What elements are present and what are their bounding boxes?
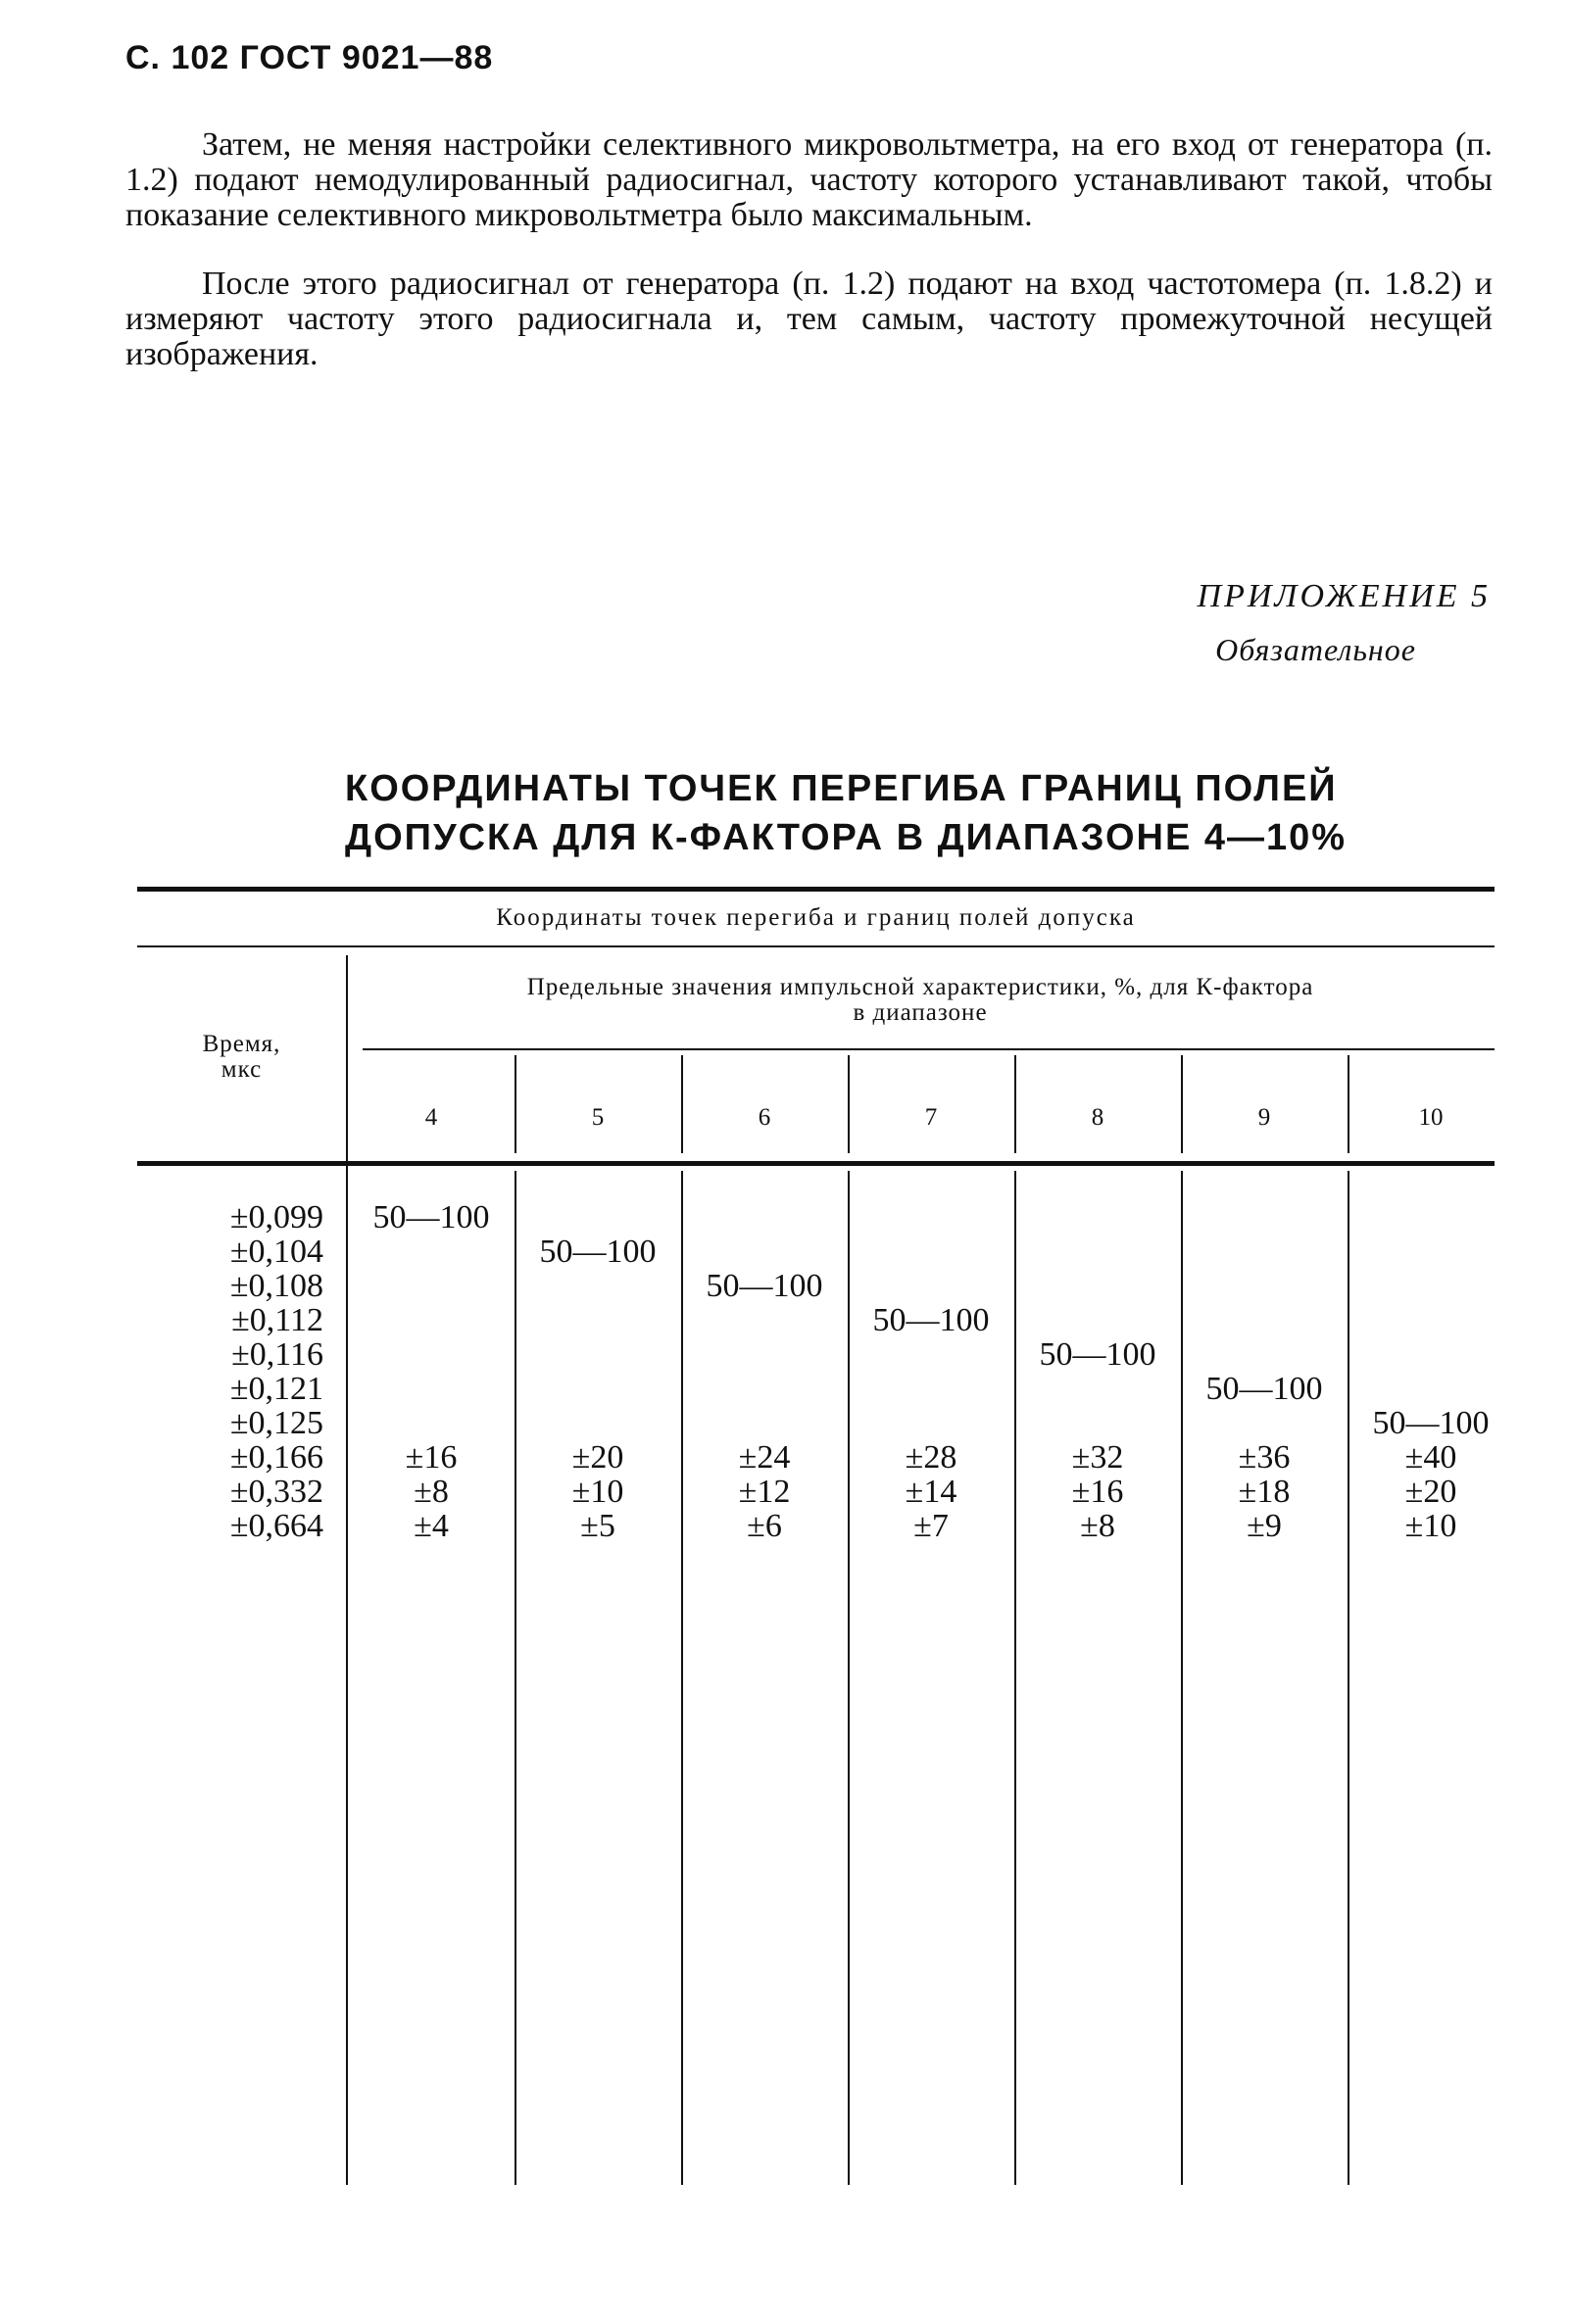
start-value-cell: 50—100	[539, 1234, 657, 1270]
appendix-status: Обязательное	[1215, 632, 1416, 667]
time-value: ±0,125	[229, 1405, 323, 1441]
table-cell: ±36	[1238, 1439, 1291, 1476]
time-value: ±0,108	[229, 1268, 323, 1304]
table-column-divider	[681, 1171, 683, 2185]
column-header-8: 8	[1091, 1104, 1104, 1131]
page-header: С. 102 ГОСТ 9021—88	[125, 39, 494, 76]
table-title	[345, 764, 1347, 862]
time-header	[137, 1032, 346, 1083]
appendix-label: ПРИЛОЖЕНИЕ 5	[1197, 578, 1491, 614]
time-value: ±0,166	[229, 1439, 323, 1476]
time-header-line-1: Время,	[202, 1031, 281, 1057]
table-header-rule	[137, 1161, 1495, 1166]
table-column-divider	[1014, 1171, 1016, 2185]
column-header-6: 6	[758, 1104, 771, 1131]
table-cell: ±10	[571, 1474, 624, 1510]
table-cell: ±18	[1238, 1474, 1291, 1510]
column-header-9: 9	[1257, 1104, 1271, 1131]
table-rule	[363, 1048, 1495, 1050]
table-cell: ±12	[738, 1474, 791, 1510]
paragraph-1: Затем, не меняя настройки селективного микровольтметра, на его вход от генератора (п. 1.2) подают немодулированный радиосигнал, частоту которого устанавливают такой, чтобы показание селективного микровольтметра было максимальным.	[125, 126, 1493, 233]
time-value: ±0,664	[229, 1508, 323, 1544]
column-header-4: 4	[424, 1104, 438, 1131]
column-header-7: 7	[924, 1104, 938, 1131]
table-cell: ±4	[414, 1508, 449, 1544]
limits-header	[346, 975, 1495, 1026]
time-value: ±0,332	[229, 1474, 323, 1510]
table-cell: ±10	[1404, 1508, 1457, 1544]
table-cell: ±8	[1080, 1508, 1115, 1544]
table-cell: ±14	[905, 1474, 957, 1510]
table-column-divider	[515, 1171, 516, 2185]
title-line-2: ДОПУСКА ДЛЯ К-ФАКТОРА В ДИАПАЗОНЕ 4—10%	[345, 817, 1348, 858]
table-column-divider	[1348, 1055, 1349, 1153]
table-cell: ±20	[1404, 1474, 1457, 1510]
start-value-cell: 50—100	[1039, 1336, 1156, 1373]
title-line-1: КООРДИНАТЫ ТОЧЕК ПЕРЕГИБА ГРАНИЦ ПОЛЕЙ	[345, 768, 1338, 809]
table-column-divider	[681, 1055, 683, 1153]
time-value: ±0,112	[231, 1302, 323, 1338]
time-header-line-2: мкс	[221, 1056, 263, 1083]
table-cell: ±16	[1071, 1474, 1124, 1510]
table-cell: ±5	[580, 1508, 615, 1544]
column-header-10: 10	[1418, 1104, 1444, 1131]
start-value-cell: 50—100	[706, 1268, 823, 1304]
column-header-5: 5	[591, 1104, 605, 1131]
start-value-cell: 50—100	[872, 1302, 990, 1338]
start-value-cell: 50—100	[1372, 1405, 1490, 1441]
table-rule	[137, 945, 1495, 947]
table-cell: ±24	[738, 1439, 791, 1476]
start-value-cell: 50—100	[372, 1199, 490, 1235]
paragraph-2: После этого радиосигнал от генератора (п. 1.2) подают на вход частотомера (п. 1.8.2) и измеряют частоту этого радиосигнала и, тем самым, частоту промежуточной несущей изображения.	[125, 266, 1493, 372]
time-value: ±0,099	[229, 1199, 323, 1235]
table-top-rule	[137, 887, 1495, 892]
table-super-header: Координаты точек перегиба и границ полей допуска	[496, 904, 1136, 931]
time-column	[157, 1200, 323, 1543]
table-cell: ±9	[1247, 1508, 1282, 1544]
table-cell: ±6	[747, 1508, 782, 1544]
table-cell: ±20	[571, 1439, 624, 1476]
table-column-divider	[848, 1055, 850, 1153]
limits-header-line-1: Предельные значения импульсной характеристики, %, для К-фактора	[526, 974, 1314, 1000]
limits-header-line-2: в диапазоне	[853, 999, 988, 1026]
time-value: ±0,121	[229, 1371, 323, 1407]
table-cell: ±32	[1071, 1439, 1124, 1476]
start-value-cell: 50—100	[1205, 1371, 1323, 1407]
table-cell: ±8	[414, 1474, 449, 1510]
table-column-divider	[1181, 1171, 1183, 2185]
table-cell: ±7	[913, 1508, 949, 1544]
table-cell: ±28	[905, 1439, 957, 1476]
table-column-divider	[515, 1055, 516, 1153]
table-column-divider	[346, 955, 348, 2185]
table-cell: ±40	[1404, 1439, 1457, 1476]
table-column-divider	[1014, 1055, 1016, 1153]
time-value: ±0,116	[231, 1336, 323, 1373]
table-column-divider	[1348, 1171, 1349, 2185]
table-column-divider	[1181, 1055, 1183, 1153]
table-cell: ±16	[405, 1439, 458, 1476]
time-value: ±0,104	[229, 1234, 323, 1270]
